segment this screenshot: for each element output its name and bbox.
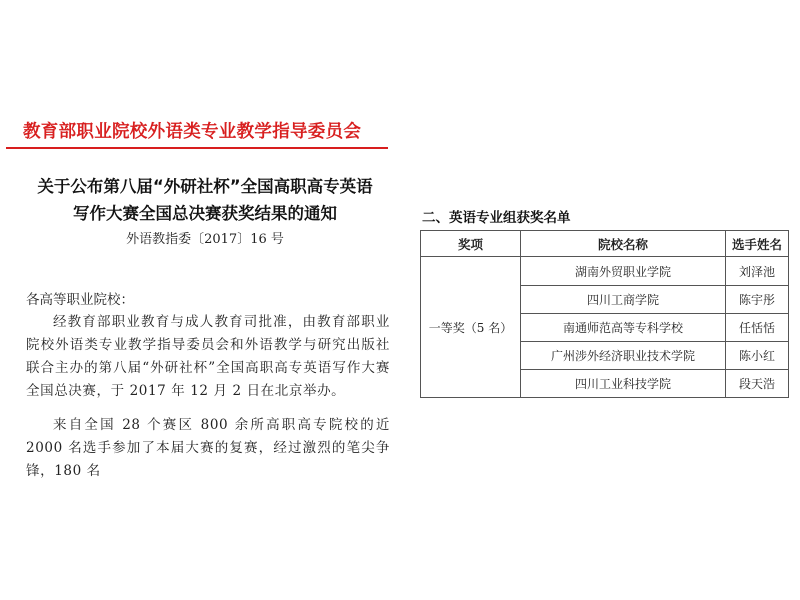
name-cell: 陈小红 [726, 342, 789, 370]
award-table [420, 230, 789, 398]
school-cell: 南通师范高等专科学校 [521, 314, 726, 342]
prize-cell: 一等奖（5 名） [421, 257, 521, 398]
header-school: 院校名称 [521, 231, 726, 257]
header-name: 选手姓名 [726, 231, 789, 257]
salutation: 各高等职业院校： [26, 292, 134, 308]
name-cell: 刘泽池 [726, 257, 789, 286]
school-cell: 广州涉外经济职业技术学院 [521, 342, 726, 370]
school-cell: 四川工业科技学院 [521, 370, 726, 398]
body-paragraph-1: 经教育部职业教育与成人教育司批准，由教育部职业院校外语类专业教学指导委员会和外语教学与研究出版社联合主办的第八届“外研社杯”全国高职高专英语写作大赛全国总决赛，于 2017 年 12 月 2 日在北京举办。 [26, 314, 390, 399]
document-number: 外语教指委〔2017〕16 号 [126, 232, 284, 247]
section-title: 二、英语专业组获奖名单 [422, 210, 571, 226]
school-cell: 四川工商学院 [521, 286, 726, 314]
header-award: 奖项 [421, 231, 521, 257]
organization-header: 教育部职业院校外语类专业教学指导委员会 [23, 122, 362, 142]
body-paragraph-2: 来自全国 28 个赛区 800 余所高职高专院校的近 2000 名选手参加了本届大赛的复赛，经过激烈的笔尖争锋，180 名 [26, 417, 390, 479]
name-cell: 段天浩 [726, 370, 789, 398]
notice-title-line-1: 关于公布第八届“外研社杯”全国高职高专英语 [37, 177, 373, 196]
name-cell: 陈宇彤 [726, 286, 789, 314]
school-cell: 湖南外贸职业学院 [521, 257, 726, 286]
notice-title-line-2: 写作大赛全国总决赛获奖结果的通知 [73, 204, 337, 223]
name-cell: 任恬恬 [726, 314, 789, 342]
table-row [421, 257, 789, 286]
table-header-row [421, 231, 789, 257]
header-divider [6, 147, 388, 149]
